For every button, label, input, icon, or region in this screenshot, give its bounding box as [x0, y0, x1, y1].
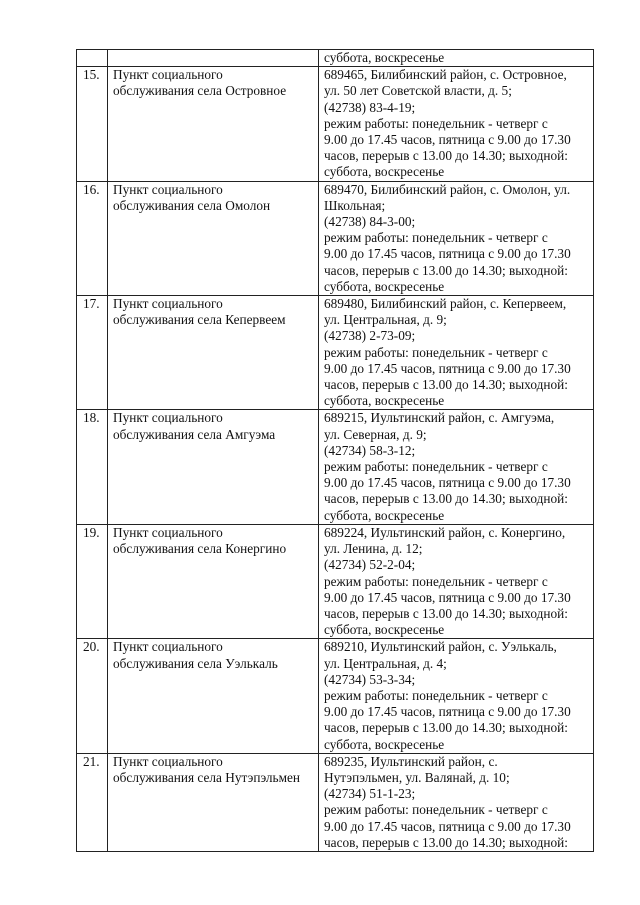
address-schedule-cell: [319, 296, 594, 410]
address-schedule-line: режим работы: понедельник - четверг с: [324, 802, 548, 818]
address-schedule-cell: [319, 181, 594, 295]
row-number-cell: 20.: [77, 639, 108, 753]
service-point-name-line: Пункт социального: [113, 67, 223, 83]
service-point-name-line: Пункт социального: [113, 753, 223, 769]
row-number-cell: [77, 50, 108, 67]
address-schedule-line: 689480, Билибинский район, с. Кепервеем,: [324, 296, 567, 312]
service-point-name-cell: [108, 639, 319, 753]
address-schedule-line: суббота, воскресенье: [324, 507, 445, 523]
address-schedule-line: суббота, воскресенье: [324, 393, 445, 409]
address-schedule-cell: [319, 524, 594, 638]
address-schedule-line: режим работы: понедельник - четверг с: [324, 115, 548, 131]
address-schedule-line: (42734) 51-1-23;: [324, 786, 416, 802]
row-number-cell: 18.: [77, 410, 108, 524]
address-schedule-line: часов, перерыв с 13.00 до 14.30; выходной:: [324, 148, 568, 164]
address-schedule-line: часов, перерыв с 13.00 до 14.30; выходной:: [324, 491, 568, 507]
address-schedule-line: ул. 50 лет Советской власти, д. 5;: [324, 83, 512, 99]
address-schedule-line: суббота, воскресенье: [324, 164, 445, 180]
address-schedule-line: 9.00 до 17.45 часов, пятница с 9.00 до 17.30: [324, 704, 571, 720]
address-schedule-line: 9.00 до 17.45 часов, пятница с 9.00 до 17.30: [324, 360, 571, 376]
table-row: [77, 50, 594, 67]
table-row: [77, 524, 594, 638]
service-point-name-line: обслуживания села Уэлькаль: [113, 655, 278, 671]
service-point-name-cell: [108, 181, 319, 295]
table-row: [77, 639, 594, 753]
address-schedule-line: 9.00 до 17.45 часов, пятница с 9.00 до 17.30: [324, 818, 571, 834]
row-number-cell: 21.: [77, 753, 108, 851]
address-schedule-line: 689235, Иультинский район, с.: [324, 753, 498, 769]
address-schedule-line: (42738) 2-73-09;: [324, 328, 416, 344]
address-schedule-line: 9.00 до 17.45 часов, пятница с 9.00 до 17.30: [324, 246, 571, 262]
address-schedule-line: режим работы: понедельник - четверг с: [324, 344, 548, 360]
service-point-name-cell: [108, 753, 319, 851]
service-point-name-line: Пункт социального: [113, 639, 223, 655]
service-point-name-line: обслуживания села Островное: [113, 83, 287, 99]
address-schedule-line: Школьная;: [324, 197, 386, 213]
service-point-name-cell: [108, 67, 319, 181]
service-point-name-line: Пункт социального: [113, 181, 223, 197]
row-number-cell: 16.: [77, 181, 108, 295]
address-schedule-line: ул. Северная, д. 9;: [324, 426, 427, 442]
address-schedule-line: часов, перерыв с 13.00 до 14.30; выходной:: [324, 605, 568, 621]
address-schedule-line: ул. Центральная, д. 4;: [324, 655, 447, 671]
address-schedule-line: режим работы: понедельник - четверг с: [324, 687, 548, 703]
address-schedule-cell: [319, 639, 594, 753]
address-schedule-line: часов, перерыв с 13.00 до 14.30; выходной:: [324, 262, 568, 278]
address-schedule-line: суббота, воскресенье: [324, 622, 445, 638]
address-schedule-line: режим работы: понедельник - четверг с: [324, 573, 548, 589]
address-schedule-line: 689215, Иультинский район, с. Амгуэма,: [324, 410, 555, 426]
address-schedule-line: часов, перерыв с 13.00 до 14.30; выходной:: [324, 377, 568, 393]
service-point-name-line: Пункт социального: [113, 410, 223, 426]
address-schedule-line: часов, перерыв с 13.00 до 14.30; выходной:: [324, 720, 568, 736]
address-schedule-line: суббота, воскресенье: [324, 278, 445, 294]
service-point-name-line: обслуживания села Нутэпэльмен: [113, 769, 301, 785]
table-row: [77, 296, 594, 410]
service-point-name-cell: [108, 410, 319, 524]
table-row: [77, 181, 594, 295]
address-schedule-line: (42734) 53-3-34;: [324, 671, 416, 687]
address-schedule-cell: [319, 410, 594, 524]
address-schedule-line: суббота, воскресенье: [324, 50, 445, 65]
row-number-cell: 15.: [77, 67, 108, 181]
service-point-name-line: обслуживания села Омолон: [113, 197, 271, 213]
address-schedule-line: суббота, воскресенье: [324, 736, 445, 752]
service-point-name-line: обслуживания села Конергино: [113, 541, 287, 557]
address-schedule-line: Нутэпэльмен, ул. Валянай, д. 10;: [324, 769, 510, 785]
address-schedule-cell: [319, 753, 594, 851]
address-schedule-line: режим работы: понедельник - четверг с: [324, 459, 548, 475]
address-schedule-line: 9.00 до 17.45 часов, пятница с 9.00 до 17.30: [324, 132, 571, 148]
service-point-name-line: Пункт социального: [113, 296, 223, 312]
address-schedule-line: часов, перерыв с 13.00 до 14.30; выходной:: [324, 834, 568, 850]
address-schedule-line: режим работы: понедельник - четверг с: [324, 230, 548, 246]
address-schedule-line: 689465, Билибинский район, с. Островное,: [324, 67, 567, 83]
service-point-name-cell: [108, 296, 319, 410]
table-row: [77, 67, 594, 181]
address-schedule-line: ул. Центральная, д. 9;: [324, 312, 447, 328]
address-schedule-line: (42734) 52-2-04;: [324, 557, 416, 573]
row-number-cell: 17.: [77, 296, 108, 410]
address-schedule-line: 689224, Иультинский район, с. Конергино,: [324, 524, 566, 540]
table-body: [77, 50, 594, 852]
service-point-name-cell: [108, 50, 319, 67]
table-row: [77, 410, 594, 524]
service-point-name-line: обслуживания села Кепервеем: [113, 312, 286, 328]
service-points-table: [76, 49, 594, 852]
address-schedule-line: 9.00 до 17.45 часов, пятница с 9.00 до 17.30: [324, 589, 571, 605]
service-point-name-line: обслуживания села Амгуэма: [113, 426, 276, 442]
address-schedule-line: (42738) 83-4-19;: [324, 99, 416, 115]
service-point-name-cell: [108, 524, 319, 638]
address-schedule-line: ул. Ленина, д. 12;: [324, 541, 423, 557]
service-point-name-line: Пункт социального: [113, 524, 223, 540]
address-schedule-line: (42734) 58-3-12;: [324, 442, 416, 458]
address-schedule-line: 689470, Билибинский район, с. Омолон, ул.: [324, 181, 571, 197]
address-schedule-cell: [319, 67, 594, 181]
address-schedule-line: 9.00 до 17.45 часов, пятница с 9.00 до 17.30: [324, 475, 571, 491]
address-schedule-cell: [319, 50, 594, 67]
address-schedule-line: (42738) 84-3-00;: [324, 214, 416, 230]
address-schedule-line: 689210, Иультинский район, с. Уэлькаль,: [324, 639, 557, 655]
row-number-cell: 19.: [77, 524, 108, 638]
table-row: [77, 753, 594, 851]
